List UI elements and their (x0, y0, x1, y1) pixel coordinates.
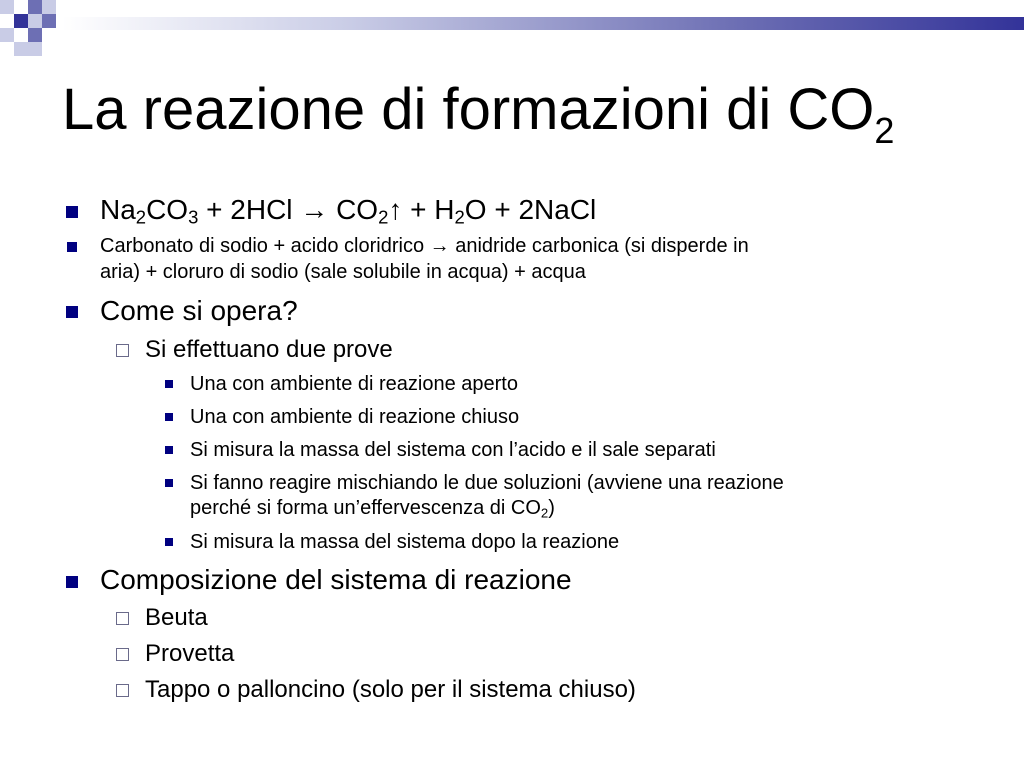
arrow-up-icon: ↑ (388, 194, 403, 225)
bullet-small-square-icon (165, 380, 173, 388)
title-text: La reazione di formazioni di CO (62, 77, 875, 142)
title-subscript: 2 (874, 110, 895, 151)
list-item: Si fanno reagire mischiando le due soluzioni (avviene una reazione (190, 472, 784, 494)
bullet-hollow-square-icon (116, 684, 129, 697)
list-item: Provetta (145, 640, 235, 667)
list-item: Tappo o palloncino (solo per il sistema chiuso) (145, 676, 636, 703)
bullet-small-square-icon (165, 479, 173, 487)
bullet-square-icon (66, 306, 78, 318)
reaction-description-line1: Carbonato di sodio + acido cloridrico → anidride carbonica (si disperde in (100, 235, 749, 257)
bullet-hollow-square-icon (116, 344, 129, 357)
bullet-square-icon (66, 206, 78, 218)
section-heading-procedure: Come si opera? (100, 295, 298, 326)
chemical-equation: $Na_2CO_3 + 2HCl$ → $CO_2↑ + H_2O$ + 2NaCl (100, 194, 597, 228)
section-heading-composition: Composizione del sistema di reazione (100, 564, 572, 595)
bullet-hollow-square-icon (116, 648, 129, 661)
reaction-description-line2: aria) + cloruro di sodio (sale solubile in acqua) + acqua (100, 261, 586, 283)
bullet-small-square-icon (165, 446, 173, 454)
arrow-right-icon: → (300, 194, 329, 225)
list-item: Si misura la massa del sistema dopo la reazione (190, 531, 620, 553)
list-item: Una con ambiente di reazione chiuso (190, 406, 520, 428)
bullet-square-icon (67, 242, 77, 252)
list-item: Beuta (145, 604, 208, 631)
sub-heading-tests: Si effettuano due prove (145, 336, 393, 363)
list-item: Si misura la massa del sistema con l’acido e il sale separati (190, 439, 716, 461)
bullet-square-icon (66, 576, 78, 588)
bullet-small-square-icon (165, 413, 173, 421)
list-item-continuation: perché si forma un’effervescenza di $CO_2$) (190, 497, 555, 521)
list-item: Una con ambiente di reazione aperto (190, 373, 518, 395)
arrow-right-icon: → (429, 235, 450, 257)
bullet-small-square-icon (165, 538, 173, 546)
bullet-hollow-square-icon (116, 612, 129, 625)
